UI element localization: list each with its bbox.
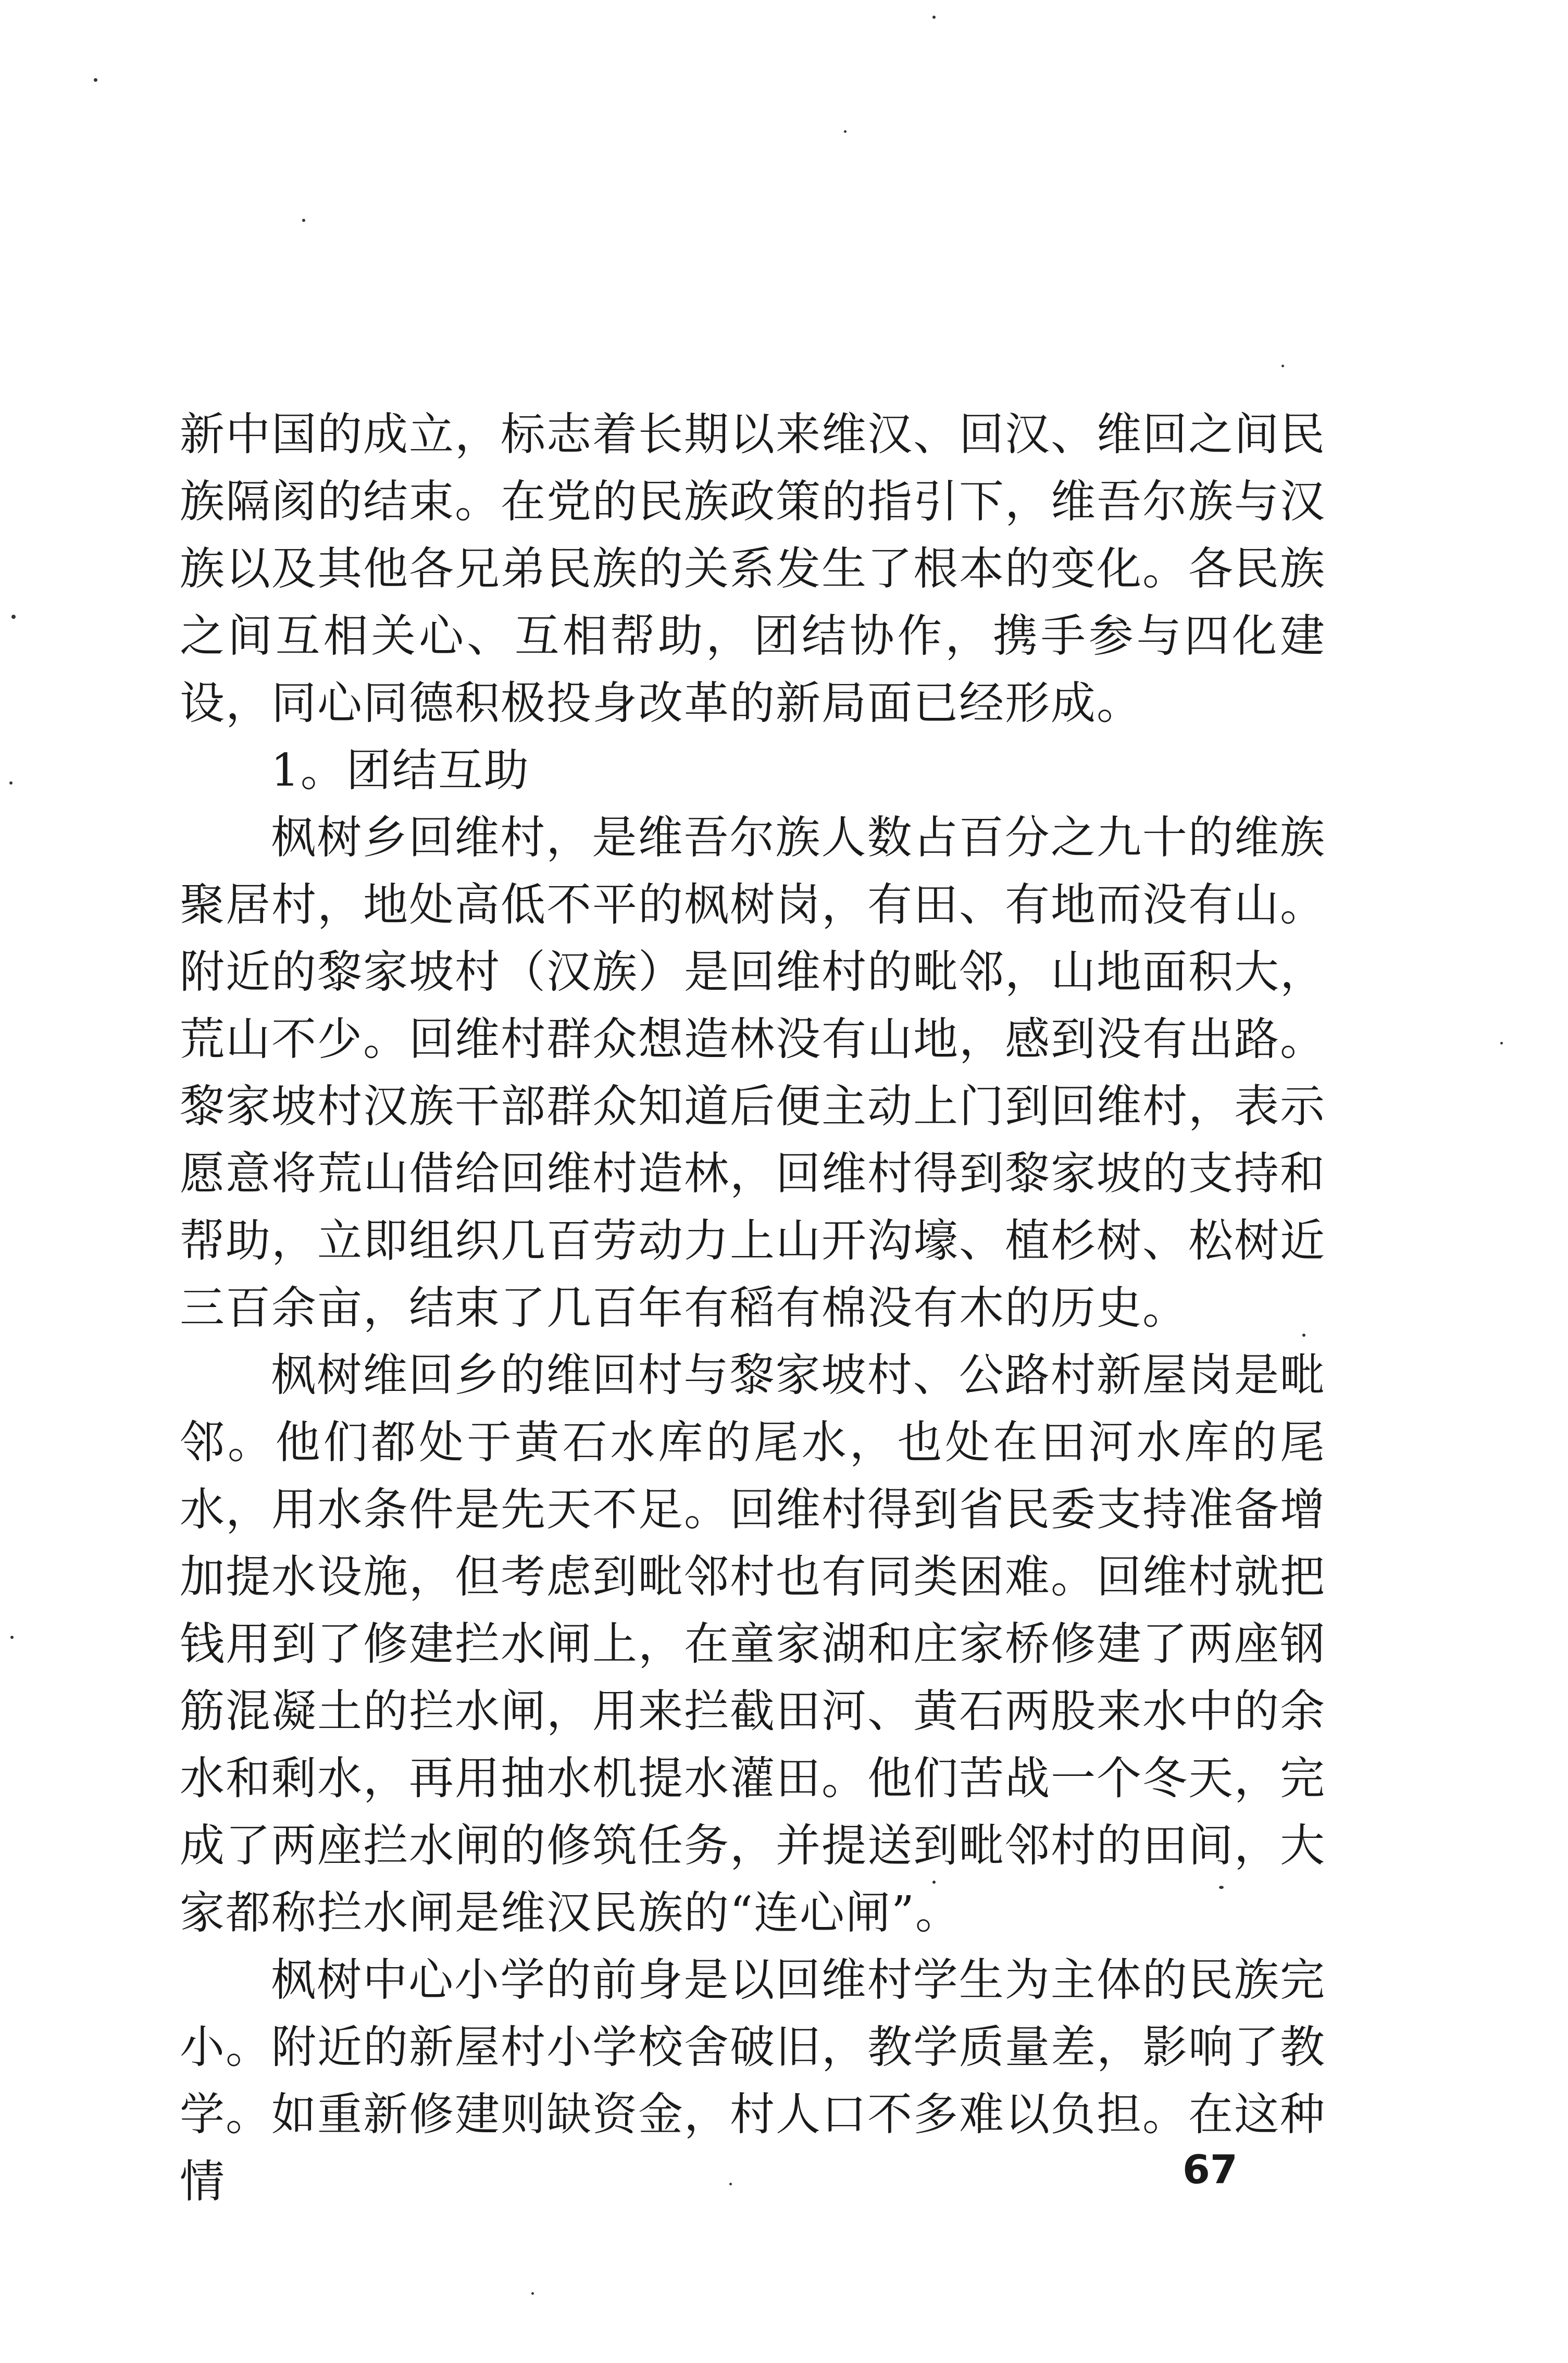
scan-speck xyxy=(1219,1886,1224,1889)
scan-speck xyxy=(10,1636,14,1639)
body-text xyxy=(180,401,1326,2216)
scan-speck xyxy=(531,2292,534,2295)
paragraph-water-gate: 枫树维回乡的维回村与黎家坡村、公路村新屋岗是毗邻。他们都处于黄石水库的尾水，也处在田河水库的尾水，用水条件是先天不足。回维村得到省民委支持准备增加提水设施，但考虑到毗邻村也有同类困难。回维村就把钱用到了修建拦水闸上，在童家湖和庄家桥修建了两座钢筋混凝土的拦水闸，用来拦截田河、黄石两股来水中的余水和剩水，再用抽水机提水灌田。他们苦战一个冬天，完成了两座拦水闸的修筑任务，并提送到毗邻村的田间，大家都称拦水闸是维汉民族的“连心闸”。 xyxy=(180,1349,1326,1939)
paragraph-intro: 新中国的成立，标志着长期以来维汉、回汉、维回之间民族隔阂的结束。在党的民族政策的指引下，维吾尔族与汉族以及其他各兄弟民族的关系发生了根本的变化。各民族之间互相关心、互相帮助，团结协作，携手参与四化建设，同心同德积极投身改革的新局面已经形成。 xyxy=(180,408,1326,729)
page-number: 67 xyxy=(1183,2146,1238,2193)
scan-speck xyxy=(729,2183,732,2185)
scan-speck xyxy=(1500,1042,1503,1044)
section-heading: 1。团结互助 xyxy=(271,744,530,797)
scan-speck xyxy=(932,16,936,19)
paragraph-afforestation: 枫树乡回维村，是维吾尔族人数占百分之九十的维族聚居村，地处高低不平的枫树岗，有田、有地而没有山。附近的黎家坡村（汉族）是回维村的毗邻，山地面积大，荒山不少。回维村群众想造林没有山地，感到没有出路。黎家坡村汉族干部群众知道后便主动上门到回维村，表示愿意将荒山借给回维村造林，回维村得到黎家坡的支持和帮助，立即组织几百劳动力上山开沟壕、植杉树、松树近三百余亩，结束了几百年有稻有棉没有木的历史。 xyxy=(180,812,1326,1334)
scan-speck xyxy=(9,781,13,785)
scan-speck xyxy=(1302,1334,1305,1337)
scan-speck xyxy=(932,1881,936,1884)
scan-speck xyxy=(11,615,16,619)
scan-speck xyxy=(94,78,97,82)
scan-speck xyxy=(1281,365,1284,367)
paragraph-school: 枫树中心小学的前身是以回维村学生为主体的民族完小。附近的新屋村小学校舍破旧，教学质量差，影响了教学。如重新修建则缺资金，村人口不多难以负担。在这种情 xyxy=(180,1954,1326,2208)
scan-speck xyxy=(844,130,847,133)
scan-speck xyxy=(302,219,305,222)
